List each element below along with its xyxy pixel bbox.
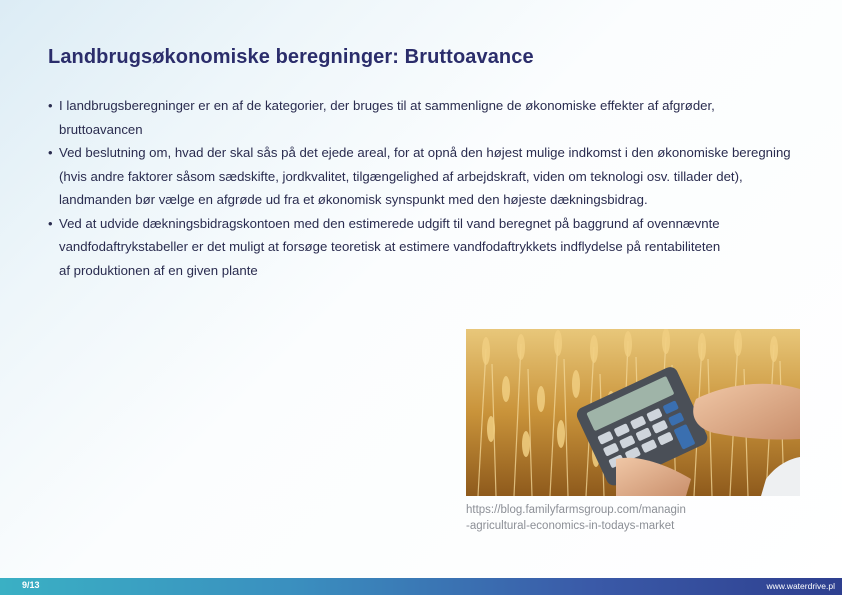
- bullet-list: [48, 94, 838, 282]
- photo-illustration: [466, 329, 800, 496]
- bullet-text-line: Ved at udvide dækningsbidragskontoen med den estimerede udgift til vand beregnet på baggrund af ovennævnte: [59, 215, 720, 231]
- bullet-marker: •: [48, 145, 53, 160]
- caption-line: -agricultural-economics-in-todays-market: [466, 519, 675, 532]
- page-number: 9/13: [22, 580, 40, 590]
- website-link[interactable]: www.waterdrive.pl: [766, 581, 835, 591]
- image-source-caption: [466, 503, 806, 534]
- bullet-item: [48, 212, 838, 283]
- bullet-marker: •: [48, 215, 53, 231]
- bullet-text-line: I landbrugsberegninger er en af de kategorier, der bruges til at sammenligne de økonomiske effekter af afgrøder,: [59, 98, 715, 113]
- bullet-text-line: bruttoavancen: [59, 121, 143, 137]
- bullet-text-line: Ved beslutning om, hvad der skal sås på det ejede areal, for at opnå den højest mulige indkomst i den økonomiske beregning: [59, 145, 791, 160]
- bullet-item: [48, 94, 838, 141]
- caption-line: https://blog.familyfarmsgroup.com/managin: [466, 504, 686, 516]
- footer-bar: [0, 578, 842, 595]
- bullet-text-line: af produktionen af en given plante: [59, 262, 258, 278]
- wheat-field-calculator-photo: [466, 329, 800, 496]
- bullet-text-line: (hvis andre faktorer såsom sædskifte, jordkvalitet, tilgængelighed af arbejdskraft, viden om teknologi osv. tillader det),: [59, 168, 743, 184]
- bullet-item: [48, 141, 838, 212]
- page-title: Landbrugsøkonomiske beregninger: Bruttoavance: [48, 46, 534, 68]
- bullet-text-line: vandfodaftrykstabeller er det muligt at forsøge teoretisk at estimere vandfodaftrykkets indflydelse på rentabiliteten: [59, 239, 721, 254]
- bullet-text-line: landmanden bør vælge en afgrøde ud fra et økonomisk synspunkt med den højeste dækningsbidrag.: [59, 192, 648, 207]
- bullet-marker: •: [48, 98, 53, 113]
